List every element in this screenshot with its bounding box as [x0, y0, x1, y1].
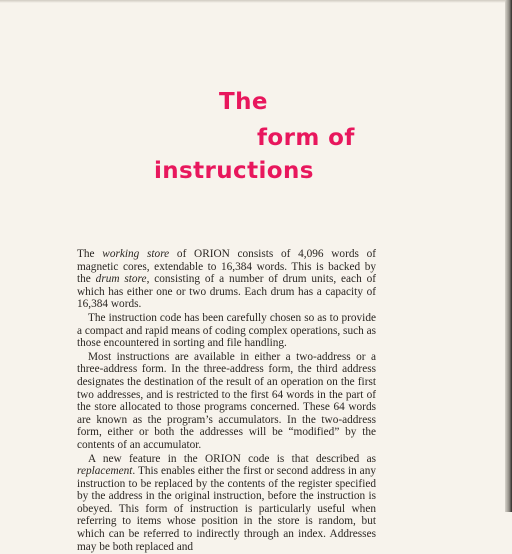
page-top-edge [0, 0, 512, 3]
paragraph [77, 453, 376, 554]
italic-term: working store [102, 248, 170, 260]
paragraph [77, 248, 376, 311]
text-run: The instruction code has been carefully chosen so as to provide a compact and rapid means of coding complex operations, such as those encountered in sorting and file handling. [77, 311, 376, 350]
italic-term: replacement [77, 465, 133, 478]
italic-term: drum store [95, 273, 147, 286]
text-run: Most instructions are available in either a two-address or a three-address form. In the three-address form, the third address designates the destination of the result of an operation on the first two addresses, and is restricted to the first 64 words in the part of the store allocated to those programs concerned. These 64 words are known as the program’s accumulators. In the two-address form, either or both the addresses will be “modified” by the contents of an accumulator. [77, 350, 376, 451]
paragraph [77, 312, 376, 350]
title-line-3: instructions [154, 158, 314, 184]
text-run: , consisting of a number of drum units, each of which has either one or two drums. Each drum has a capacity of 16,384 words. [77, 273, 376, 311]
text-run: . This enables either the first or second address in any instruction to be replaced by the contents of the register specified by the address in the original instruction, before the instruction is obeyed. This form of instruction is particularly useful when referring to items whose position in the store is random, but which can be referred to indirectly through an index. Addresses may be both replaced and [77, 465, 376, 553]
text-run: of ORION consists of 4,096 words of magnetic cores, extendable to 16,384 words. This is backed by the [77, 248, 376, 286]
title-line-1: The [219, 89, 268, 115]
body-text [77, 248, 376, 554]
paragraph [77, 351, 376, 452]
text-run: A new feature in the ORION code is that described as [88, 452, 376, 465]
page-binding-edge [505, 0, 512, 512]
text-run: The [77, 248, 103, 260]
title-line-2: form of [257, 125, 355, 151]
